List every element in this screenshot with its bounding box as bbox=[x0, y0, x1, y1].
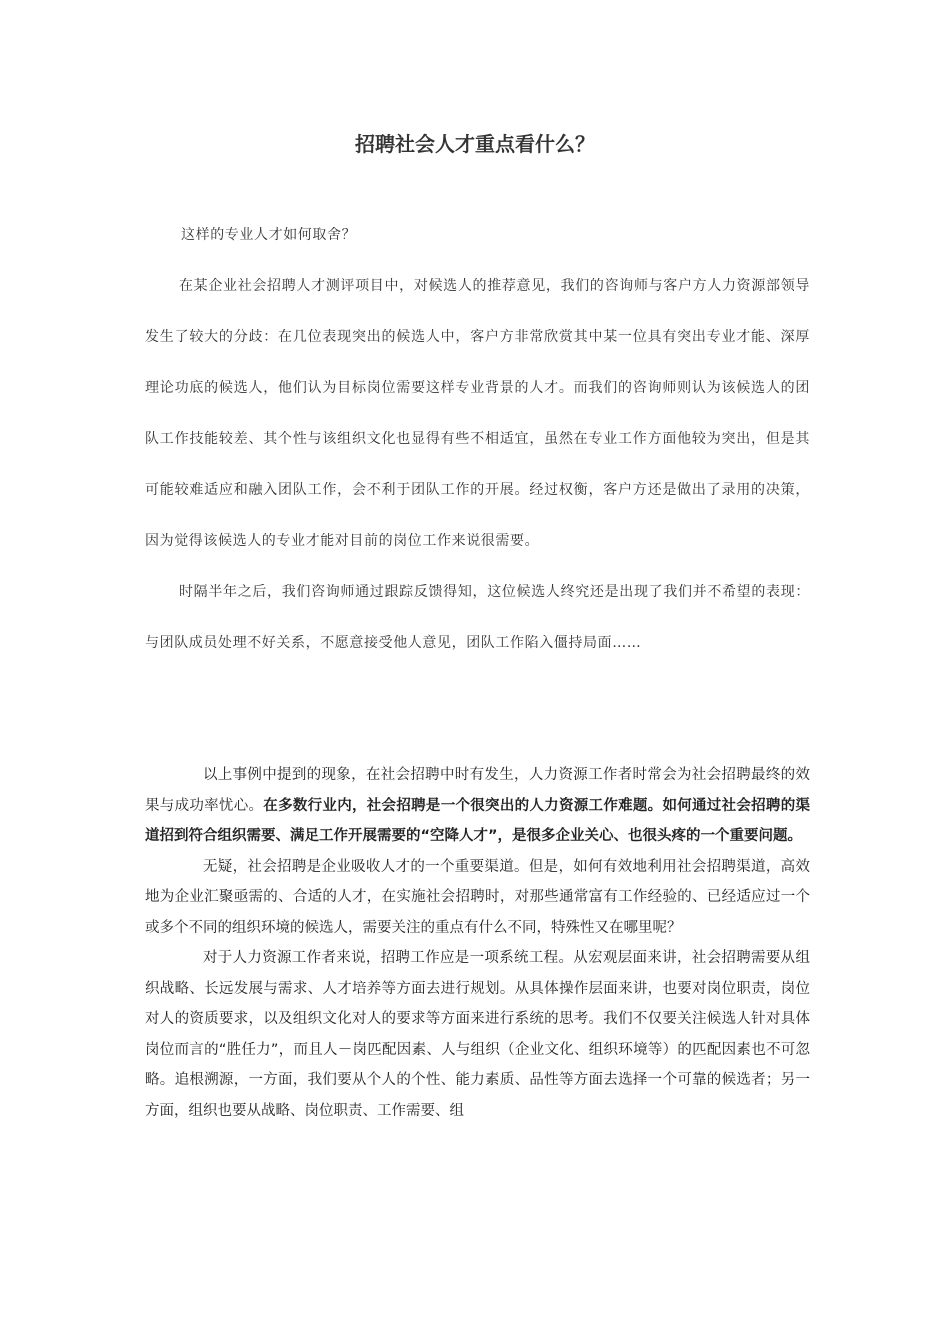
body-paragraph-2: 无疑，社会招聘是企业吸收人才的一个重要渠道。但是，如何有效地利用社会招聘渠道，高效地为企业汇聚亟需的、合适的人才，在实施社会招聘时，对那些通常富有工作经验的、已经适应过一个或多个不同的组织环境的候选人，需要关注的重点有什么不同，特殊性又在哪里呢？ bbox=[145, 858, 810, 936]
case-paragraph-2: 时隔半年之后，我们咨询师通过跟踪反馈得知，这位候选人终究还是出现了我们并不希望的表现：与团队成员处理不好关系，不愿意接受他人意见，团队工作陷入僵持局面…… bbox=[145, 584, 810, 651]
page-title: 招聘社会人才重点看什么？ bbox=[355, 132, 595, 156]
body-paragraph-3: 对于人力资源工作者来说，招聘工作应是一项系统工程。从宏观层面来讲，社会招聘需要从组织战略、长远发展与需求、人才培养等方面去进行规划。从具体操作层面来讲，也要对岗位职责，岗位对人的资质要求，以及组织文化对人的要求等方面来进行系统的思考。我们不仅要关注候选人针对具体岗位而言的“胜任力”，而且人－岗匹配因素、人与组织（企业文化、组织环境等）的匹配因素也不可忽略。追根溯源，一方面，我们要从个人的个性、能力素质、品性等方面去选择一个可靠的候选者；另一方面，组织也要从战略、岗位职责、工作需要、组 bbox=[145, 950, 810, 1119]
body-paragraph-1-bold: 在多数行业内，社会招聘是一个很突出的人力资源工作难题。如何通过社会招聘的渠道招到符合组织需要、满足工作开展需要的“空降人才”，是很多企业关心、也很头疼的一个重要问题。 bbox=[145, 797, 811, 844]
case-section bbox=[145, 210, 810, 669]
case-paragraph-1: 在某企业社会招聘人才测评项目中，对候选人的推荐意见，我们的咨询师与客户方人力资源部领导发生了较大的分歧：在几位表现突出的候选人中，客户方非常欣赏其中某一位具有突出专业才能、深厚理论功底的候选人，他们认为目标岗位需要这样专业背景的人才。而我们的咨询师则认为该候选人的团队工作技能较差、其个性与该组织文化也显得有些不相适宜，虽然在专业工作方面他较为突出，但是其可能较难适应和融入团队工作，会不利于团队工作的开展。经过权衡，客户方还是做出了录用的决策，因为觉得该候选人的专业才能对目前的岗位工作来说很需要。 bbox=[145, 278, 810, 549]
body-paragraph-1-text: 以上事例中提到的现象，在社会招聘中时有发生，人力资源工作者时常会为社会招聘最终的效果与成功率忧心。 bbox=[145, 767, 810, 814]
body-section bbox=[145, 760, 810, 1126]
body-paragraph-1 bbox=[145, 760, 810, 852]
case-question: 这样的专业人才如何取舍？ bbox=[181, 227, 357, 243]
